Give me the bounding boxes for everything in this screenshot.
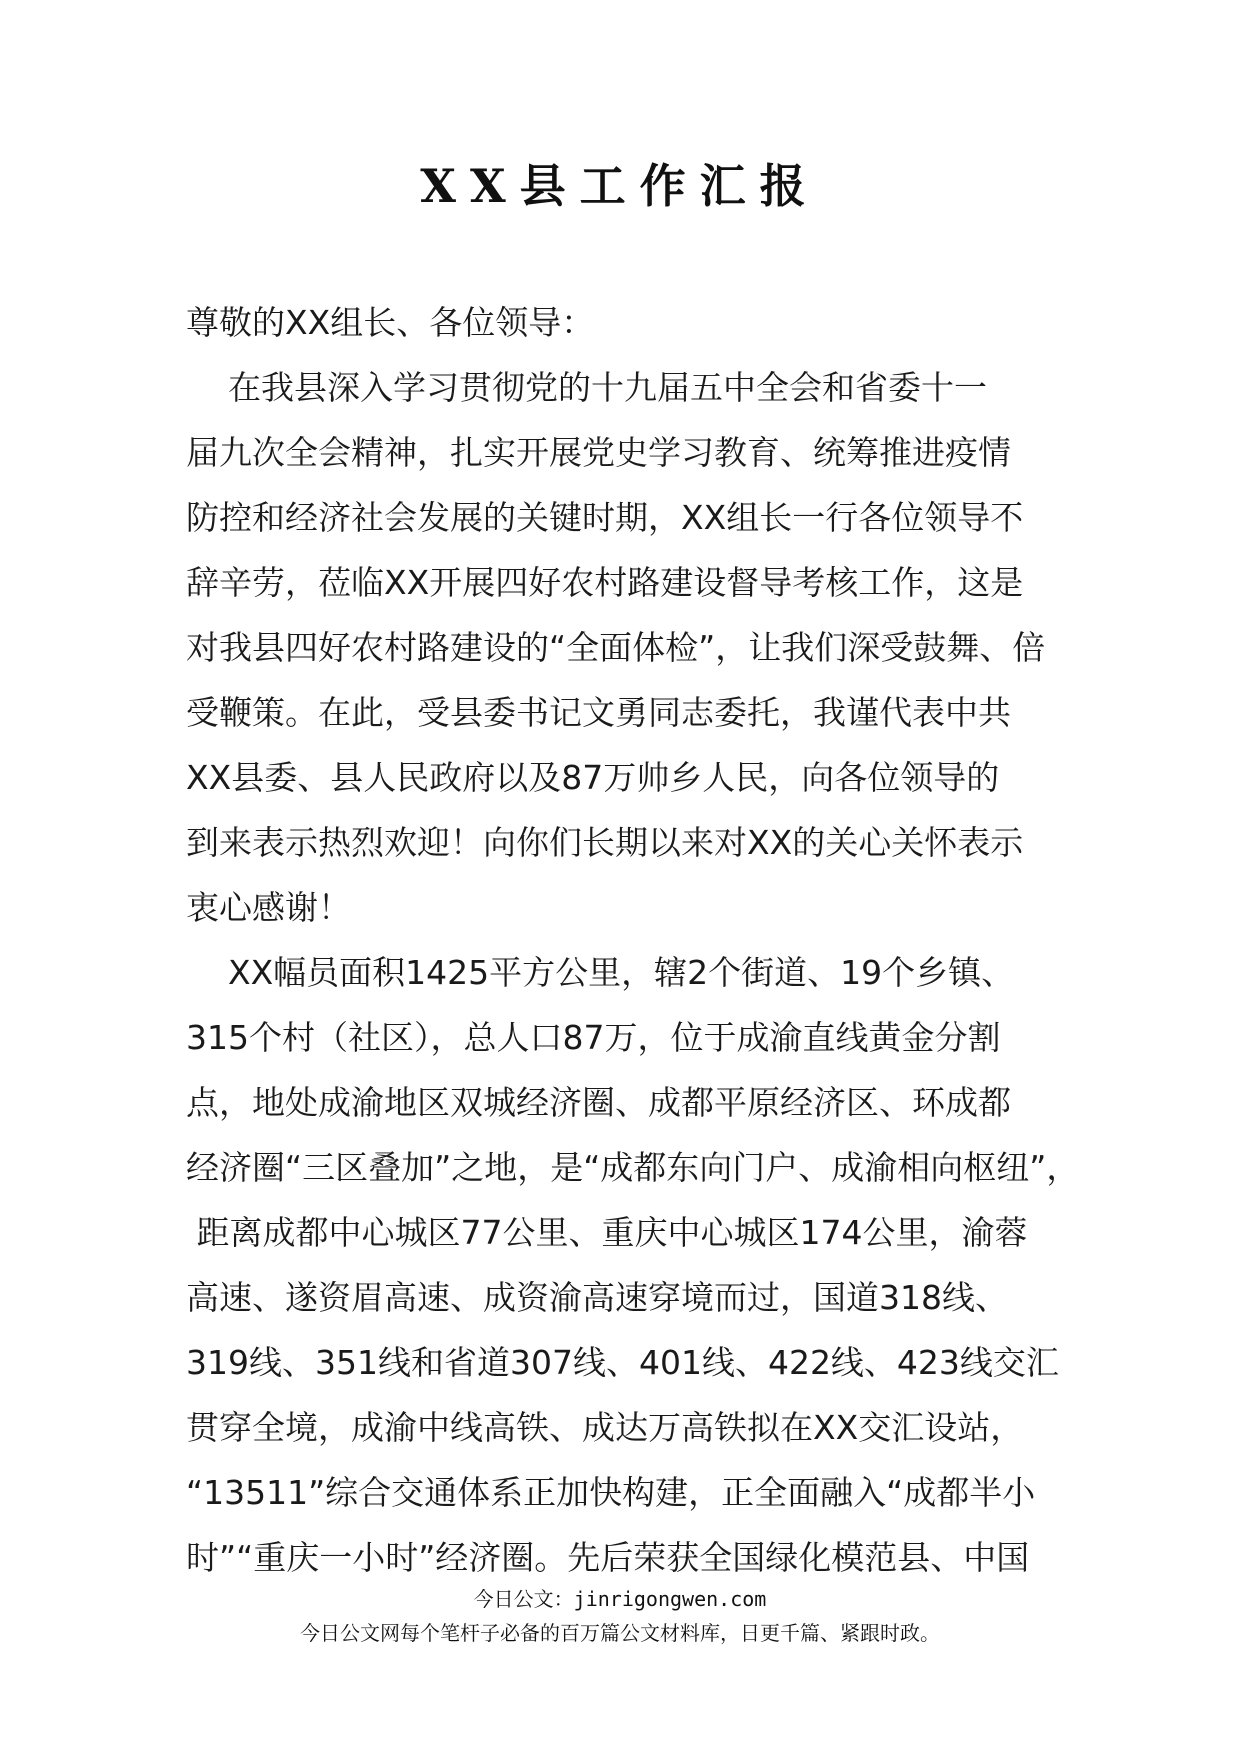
body-line: 到来表示热烈欢迎！向你们长期以来对XX的关心关怀表示	[186, 823, 1024, 862]
body-line: 时”“重庆一小时”经济圈。先后荣获全国绿化模范县、中国	[186, 1538, 1030, 1577]
body-line: XX县委、县人民政府以及87万帅乡人民，向各位领导的	[186, 758, 1000, 797]
body-line: 经济圈“三区叠加”之地，是“成都东向门户、成渝相向枢纽”，	[186, 1148, 1080, 1187]
body-line: 届九次全会精神，扎实开展党史学习教育、统筹推进疫情	[186, 433, 1011, 472]
body-line: XX幅员面积1425平方公里，辖2个街道、19个乡镇、	[186, 953, 1015, 992]
body-line: 防控和经济社会发展的关键时期，XX组长一行各位领导不	[186, 498, 1024, 537]
body-line: 受鞭策。在此，受县委书记文勇同志委托，我谨代表中共	[186, 693, 1011, 732]
document-title: XX县工作汇报	[420, 159, 820, 213]
body-line: 在我县深入学习贯彻党的十九届五中全会和省委十一	[186, 368, 987, 407]
body-line: 贯穿全境，成渝中线高铁、成达万高铁拟在XX交汇设站，	[186, 1408, 1024, 1447]
body-line: 点，地处成渝地区双城经济圈、成都平原经济区、环成都	[186, 1083, 1011, 1122]
body-line: “13511”综合交通体系正加快构建，正全面融入“成都半小	[186, 1473, 1036, 1512]
body-line: 高速、遂资眉高速、成资渝高速穿境而过，国道318线、	[186, 1278, 1008, 1317]
salutation: 尊敬的XX组长、各位领导：	[186, 303, 595, 342]
footer-site-label: 今日公文：	[473, 1587, 574, 1611]
body-line: 辞辛劳，莅临XX开展四好农村路建设督导考核工作，这是	[186, 563, 1024, 602]
body-line: 衷心感谢！	[186, 888, 351, 927]
footer-site	[0, 1583, 1240, 1612]
body-line: 315个村（社区），总人口87万，位于成渝直线黄金分割	[186, 1018, 1001, 1057]
document-body	[186, 290, 1080, 1590]
body-line: 距离成都中心城区77公里、重庆中心城区174公里，渝蓉	[186, 1213, 1028, 1252]
footer-site-link[interactable]: jinrigongwen.com	[573, 1587, 767, 1611]
body-line: 对我县四好农村路建设的“全面体检”，让我们深受鼓舞、倍	[186, 628, 1046, 667]
footer-description: 今日公文网每个笔杆子必备的百万篇公文材料库，日更千篇、紧跟时政。	[300, 1621, 940, 1645]
body-line: 319线、351线和省道307线、401线、422线、423线交汇	[186, 1343, 1059, 1382]
